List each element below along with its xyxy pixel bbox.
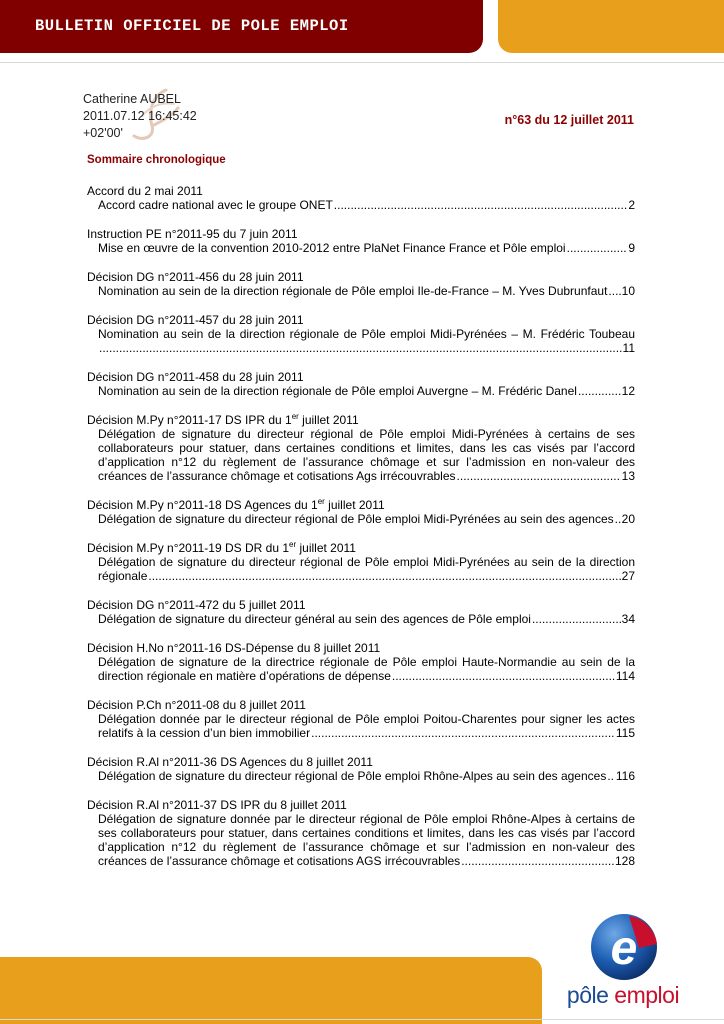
- dot-leader: [615, 512, 621, 526]
- toc-description-line: Délégation de signature de la directrice régionale de Pôle emploi Haute-Normandie au sein de la: [98, 655, 635, 669]
- toc-heading-date: juillet 2011: [298, 413, 359, 427]
- toc-description-line: Nomination au sein de la direction régionale de Pôle emploi Auvergne – M. Frédéric Danel: [98, 384, 577, 398]
- toc-entry-heading: [87, 641, 635, 655]
- toc-entry-description: [87, 327, 635, 355]
- toc-description-line: Délégation de signature du directeur régional de Pôle emploi Midi-Pyrénées à certains de ses: [98, 427, 635, 441]
- toc-entry-description: [87, 655, 635, 683]
- dot-leader: [578, 384, 621, 398]
- toc-entry[interactable]: [87, 755, 635, 783]
- signature-datetime: 2011.07.12 16:45:42: [83, 109, 197, 123]
- toc-heading-ordinal: er: [289, 540, 297, 549]
- footer-divider: [0, 1019, 724, 1020]
- toc-entry-description: [87, 512, 635, 526]
- logo-word-emploi: emploi: [614, 982, 680, 1008]
- toc-page-number: 2: [628, 198, 635, 212]
- toc-heading-text: Accord du 2 mai 2011: [87, 184, 203, 198]
- toc-entry-heading: [87, 227, 635, 241]
- toc-leader-line: [98, 854, 635, 868]
- digital-signature: [83, 91, 197, 142]
- toc-description-line: Délégation de signature du directeur général au sein des agences de Pôle emploi: [98, 612, 531, 626]
- dot-leader: [532, 612, 621, 626]
- dot-leader: [148, 569, 620, 583]
- toc-entry[interactable]: [87, 413, 635, 483]
- toc-description-line: Délégation de signature donnée par le directeur régional de Pôle emploi Rhône-Alpes à certains de: [98, 812, 635, 826]
- toc-leader-line: [98, 769, 635, 783]
- toc-description-line: Nomination au sein de la direction régionale de Pôle emploi Midi-Pyrénées – M. Frédéric Toubeau: [98, 327, 635, 341]
- toc-description-line: Délégation de signature du directeur régional de Pôle emploi Rhône-Alpes au sein des agences: [98, 769, 607, 783]
- toc-description-line: régionale: [98, 569, 148, 583]
- toc-entry[interactable]: [87, 270, 635, 298]
- toc-description-line: Nomination au sein de la direction régionale de Pôle emploi Ile-de-France – M. Yves Dubrunfaut: [98, 284, 608, 298]
- dot-leader: [334, 198, 628, 212]
- toc-description-line: relatifs à la cession d’un bien immobilier: [98, 726, 311, 740]
- toc-description-line: d’application n°12 du règlement de l’assurance chômage et sur l’admission en non-valeur des: [98, 455, 635, 469]
- dot-leader: [567, 241, 628, 255]
- toc-entry-heading: [87, 313, 635, 327]
- toc-heading-text: Décision R.Al n°2011-37 DS IPR du 8 juillet 2011: [87, 798, 347, 812]
- dot-leader: [457, 469, 621, 483]
- toc-entry[interactable]: [87, 798, 635, 868]
- toc-heading-text: Décision P.Ch n°2011-08 du 8 juillet 2011: [87, 698, 306, 712]
- dot-leader: [99, 341, 622, 355]
- toc-heading-text: Décision DG n°2011-472 du 5 juillet 2011: [87, 598, 306, 612]
- toc-heading-date: juillet 2011: [324, 498, 385, 512]
- toc-leader-line: [98, 669, 635, 683]
- toc-heading-date: juillet 2011: [296, 541, 356, 555]
- toc-page-number: 13: [621, 469, 635, 483]
- toc-entry-description: [87, 769, 635, 783]
- toc-page-number: 12: [621, 384, 635, 398]
- toc-entry-description: [87, 284, 635, 298]
- toc-page-number: 128: [614, 854, 635, 868]
- toc-leader-line: [98, 384, 635, 398]
- toc-heading-text: Décision DG n°2011-456 du 28 juin 2011: [87, 270, 304, 284]
- toc-entry-description: [87, 812, 635, 868]
- header-accent: [498, 0, 724, 53]
- toc-page-number: 116: [615, 769, 635, 783]
- toc-entry-description: [87, 241, 635, 255]
- toc-page-number: 34: [621, 612, 635, 626]
- toc-heading-text: Décision M.Py n°2011-17 DS IPR du 1: [87, 413, 292, 427]
- toc-entry[interactable]: [87, 184, 635, 212]
- toc-page-number: 27: [621, 569, 635, 583]
- issue-number: n°63 du 12 juillet 2011: [504, 113, 634, 127]
- logo-letter: e: [610, 922, 638, 975]
- toc-heading-text: Décision M.Py n°2011-18 DS Agences du 1: [87, 498, 318, 512]
- toc-heading-text: Décision H.No n°2011-16 DS-Dépense du 8 juillet 2011: [87, 641, 381, 655]
- header-divider: [0, 62, 724, 63]
- toc-entry[interactable]: [87, 598, 635, 626]
- table-of-contents: [87, 184, 635, 883]
- toc-entry-description: [87, 198, 635, 212]
- toc-heading-text: Instruction PE n°2011-95 du 7 juin 2011: [87, 227, 298, 241]
- section-title: Sommaire chronologique: [87, 154, 226, 166]
- toc-leader-line: [98, 469, 635, 483]
- dot-leader: [461, 854, 614, 868]
- toc-heading-text: Décision R.Al n°2011-36 DS Agences du 8 juillet 2011: [87, 755, 373, 769]
- toc-description-line: d’application n°12 du règlement de l’assurance chômage et sur l’admission en non-valeur des: [98, 840, 635, 854]
- toc-entry-heading: [87, 698, 635, 712]
- toc-entry-heading: [87, 755, 635, 769]
- toc-heading-text: Décision DG n°2011-458 du 28 juin 2011: [87, 370, 304, 384]
- toc-description-line: ses collaborateurs pour statuer, dans certaines conditions et limites, dans les cas visés par l’accord: [98, 826, 635, 840]
- toc-leader-line: [98, 569, 635, 583]
- toc-entry[interactable]: [87, 498, 635, 526]
- toc-description-line: créances de l’assurance chômage et cotisations AGS irrécouvrables: [98, 854, 461, 868]
- dot-leader: [311, 726, 615, 740]
- toc-leader-line: [98, 612, 635, 626]
- toc-description-line: Accord cadre national avec le groupe ONET: [98, 198, 333, 212]
- toc-entry-heading: [87, 598, 635, 612]
- dot-leader: [608, 284, 620, 298]
- toc-entry[interactable]: [87, 698, 635, 740]
- toc-page-number: 20: [621, 512, 635, 526]
- toc-heading-text: Décision M.Py n°2011-19 DS DR du 1: [87, 541, 290, 555]
- logo-word-pole: pôle: [566, 982, 609, 1008]
- toc-entry-heading: [87, 541, 635, 555]
- toc-entry-heading: [87, 413, 635, 427]
- toc-description-line: Délégation donnée par le directeur régional de Pôle emploi Poitou-Charentes pour signer les actes: [98, 712, 635, 726]
- toc-page-number: 115: [615, 726, 635, 740]
- toc-entry-description: [87, 427, 635, 483]
- toc-entry[interactable]: [87, 227, 635, 255]
- toc-leader-line: [98, 198, 635, 212]
- toc-description-line: direction régionale en matière d’opérations de dépense: [98, 669, 391, 683]
- bulletin-title: BULLETIN OFFICIEL DE POLE EMPLOI: [35, 17, 349, 35]
- logo-wordmark: [563, 982, 683, 1009]
- toc-heading-ordinal: er: [317, 497, 325, 506]
- toc-page-number: 10: [621, 284, 635, 298]
- toc-leader-line: [98, 284, 635, 298]
- toc-entry-description: [87, 384, 635, 398]
- toc-entry-heading: [87, 184, 635, 198]
- toc-entry-heading: [87, 498, 635, 512]
- toc-description-line: Délégation de signature du directeur régional de Pôle emploi Midi-Pyrénées au sein de la direction: [98, 555, 635, 569]
- signature-offset: +02'00': [83, 126, 123, 140]
- toc-leader-line: [98, 341, 635, 355]
- toc-entry-heading: [87, 798, 635, 812]
- toc-leader-line: [98, 512, 635, 526]
- toc-entry-description: [87, 712, 635, 740]
- toc-entry-description: [87, 555, 635, 583]
- toc-description-line: Mise en œuvre de la convention 2010-2012 entre PlaNet Finance France et Pôle emploi: [98, 241, 566, 255]
- dot-leader: [392, 669, 615, 683]
- toc-entry[interactable]: [87, 313, 635, 355]
- toc-heading-text: Décision DG n°2011-457 du 28 juin 2011: [87, 313, 304, 327]
- toc-entry-heading: [87, 370, 635, 384]
- pole-emploi-logo: [563, 912, 683, 1012]
- toc-page-number: 9: [628, 241, 635, 255]
- toc-entry[interactable]: [87, 641, 635, 683]
- dot-leader: [607, 769, 615, 783]
- signer-name: Catherine AUBEL: [83, 92, 181, 106]
- header-banner: [0, 0, 483, 53]
- logo-globe-icon: [589, 912, 659, 982]
- toc-description-line: créances de l’assurance chômage et cotisations Ags irrécouvrables: [98, 469, 456, 483]
- toc-page-number: 114: [615, 669, 635, 683]
- toc-description-line: collaborateurs pour statuer, dans certaines conditions et limites, dans les cas visés par l’accord: [98, 441, 635, 455]
- toc-entry[interactable]: [87, 370, 635, 398]
- toc-entry-heading: [87, 270, 635, 284]
- footer-accent: [0, 957, 542, 1024]
- toc-entry-description: [87, 612, 635, 626]
- toc-heading-ordinal: er: [291, 412, 299, 421]
- toc-page-number: 11: [622, 341, 635, 355]
- toc-description-line: Délégation de signature du directeur régional de Pôle emploi Midi-Pyrénées au sein des agences: [98, 512, 614, 526]
- toc-leader-line: [98, 241, 635, 255]
- toc-leader-line: [98, 726, 635, 740]
- toc-entry[interactable]: [87, 541, 635, 583]
